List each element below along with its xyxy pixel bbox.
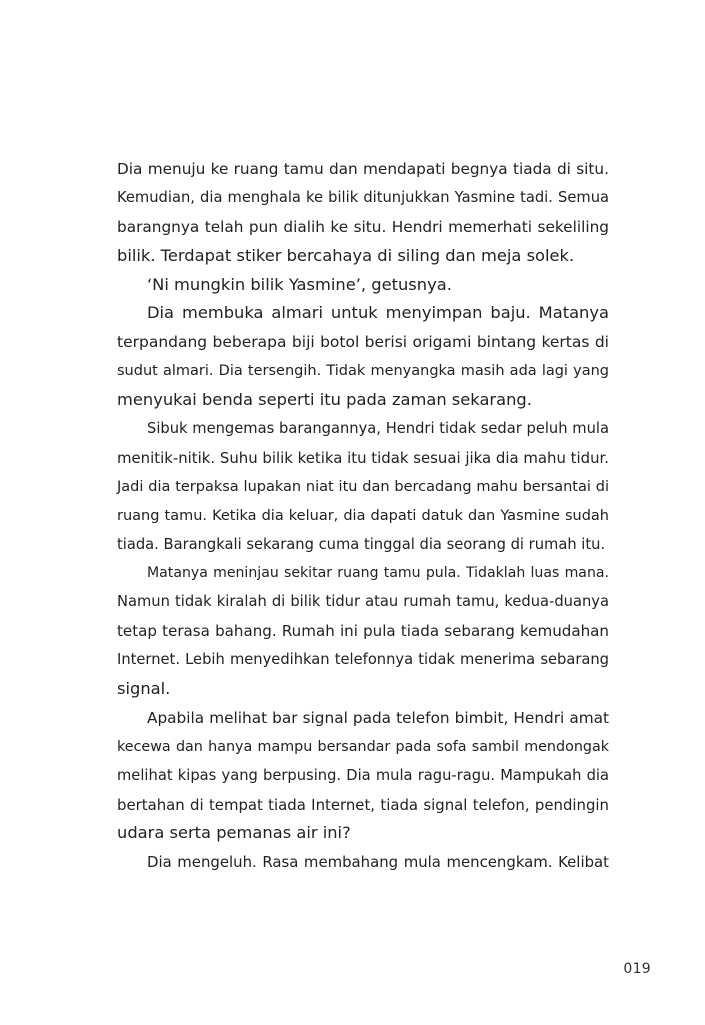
body-text bbox=[117, 155, 609, 877]
text-line: Matanya meninjau sekitar ruang tamu pula. Tidaklah luas mana. bbox=[147, 565, 609, 582]
page-number: 019 bbox=[623, 961, 651, 977]
text-line: menyukai benda seperti itu pada zaman sekarang. bbox=[117, 390, 532, 410]
text-line: Dia mengeluh. Rasa membahang mula mencengkam. Kelibat bbox=[147, 853, 609, 872]
text-line: kecewa dan hanya mampu bersandar pada sofa sambil mendongak bbox=[117, 738, 609, 755]
text-line: Jadi dia terpaksa lupakan niat itu dan bercadang mahu bersantai di bbox=[117, 478, 609, 495]
text-line: melihat kipas yang berpusing. Dia mula ragu-ragu. Mampukah dia bbox=[117, 766, 609, 784]
text-line: tiada. Barangkali sekarang cuma tinggal dia seorang di rumah itu. bbox=[117, 535, 606, 553]
text-line: Kemudian, dia menghala ke bilik ditunjukkan Yasmine tadi. Semua bbox=[117, 188, 609, 206]
text-line: bilik. Terdapat stiker bercahaya di siling dan meja solek. bbox=[117, 245, 575, 265]
text-line: menitik-nitik. Suhu bilik ketika itu tidak sesuai jika dia mahu tidur. bbox=[117, 448, 609, 467]
text-line: ruang tamu. Ketika dia keluar, dia dapati datuk dan Yasmine sudah bbox=[117, 507, 609, 524]
text-line: sudut almari. Dia tersengih. Tidak menyangka masih ada lagi yang bbox=[117, 363, 609, 380]
text-line: bertahan di tempat tiada Internet, tiada signal telefon, pendingin bbox=[117, 795, 609, 814]
text-line: terpandang beberapa biji botol berisi origami bintang kertas di bbox=[117, 333, 609, 352]
text-line: signal. bbox=[117, 679, 171, 699]
text-line: ‘Ni mungkin bilik Yasmine’, getusnya. bbox=[147, 274, 452, 294]
text-line: Internet. Lebih menyedihkan telefonnya tidak menerima sebarang bbox=[117, 651, 609, 669]
text-line: Apabila melihat bar signal pada telefon bimbit, Hendri amat bbox=[147, 708, 609, 727]
text-line: Sibuk mengemas barangannya, Hendri tidak sedar peluh mula bbox=[147, 420, 609, 438]
text-line: Dia membuka almari untuk menyimpan baju. Matanya bbox=[147, 303, 609, 323]
text-line: barangnya telah pun dialih ke situ. Hendri memerhati sekeliling bbox=[117, 217, 609, 236]
text-line: tetap terasa bahang. Rumah ini pula tiada sebarang kemudahan bbox=[117, 622, 609, 641]
text-line: Namun tidak kiralah di bilik tidur atau rumah tamu, kedua-duanya bbox=[117, 593, 609, 611]
text-line: Dia menuju ke ruang tamu dan mendapati begnya tiada di situ. bbox=[117, 160, 609, 178]
text-line: udara serta pemanas air ini? bbox=[117, 823, 351, 843]
